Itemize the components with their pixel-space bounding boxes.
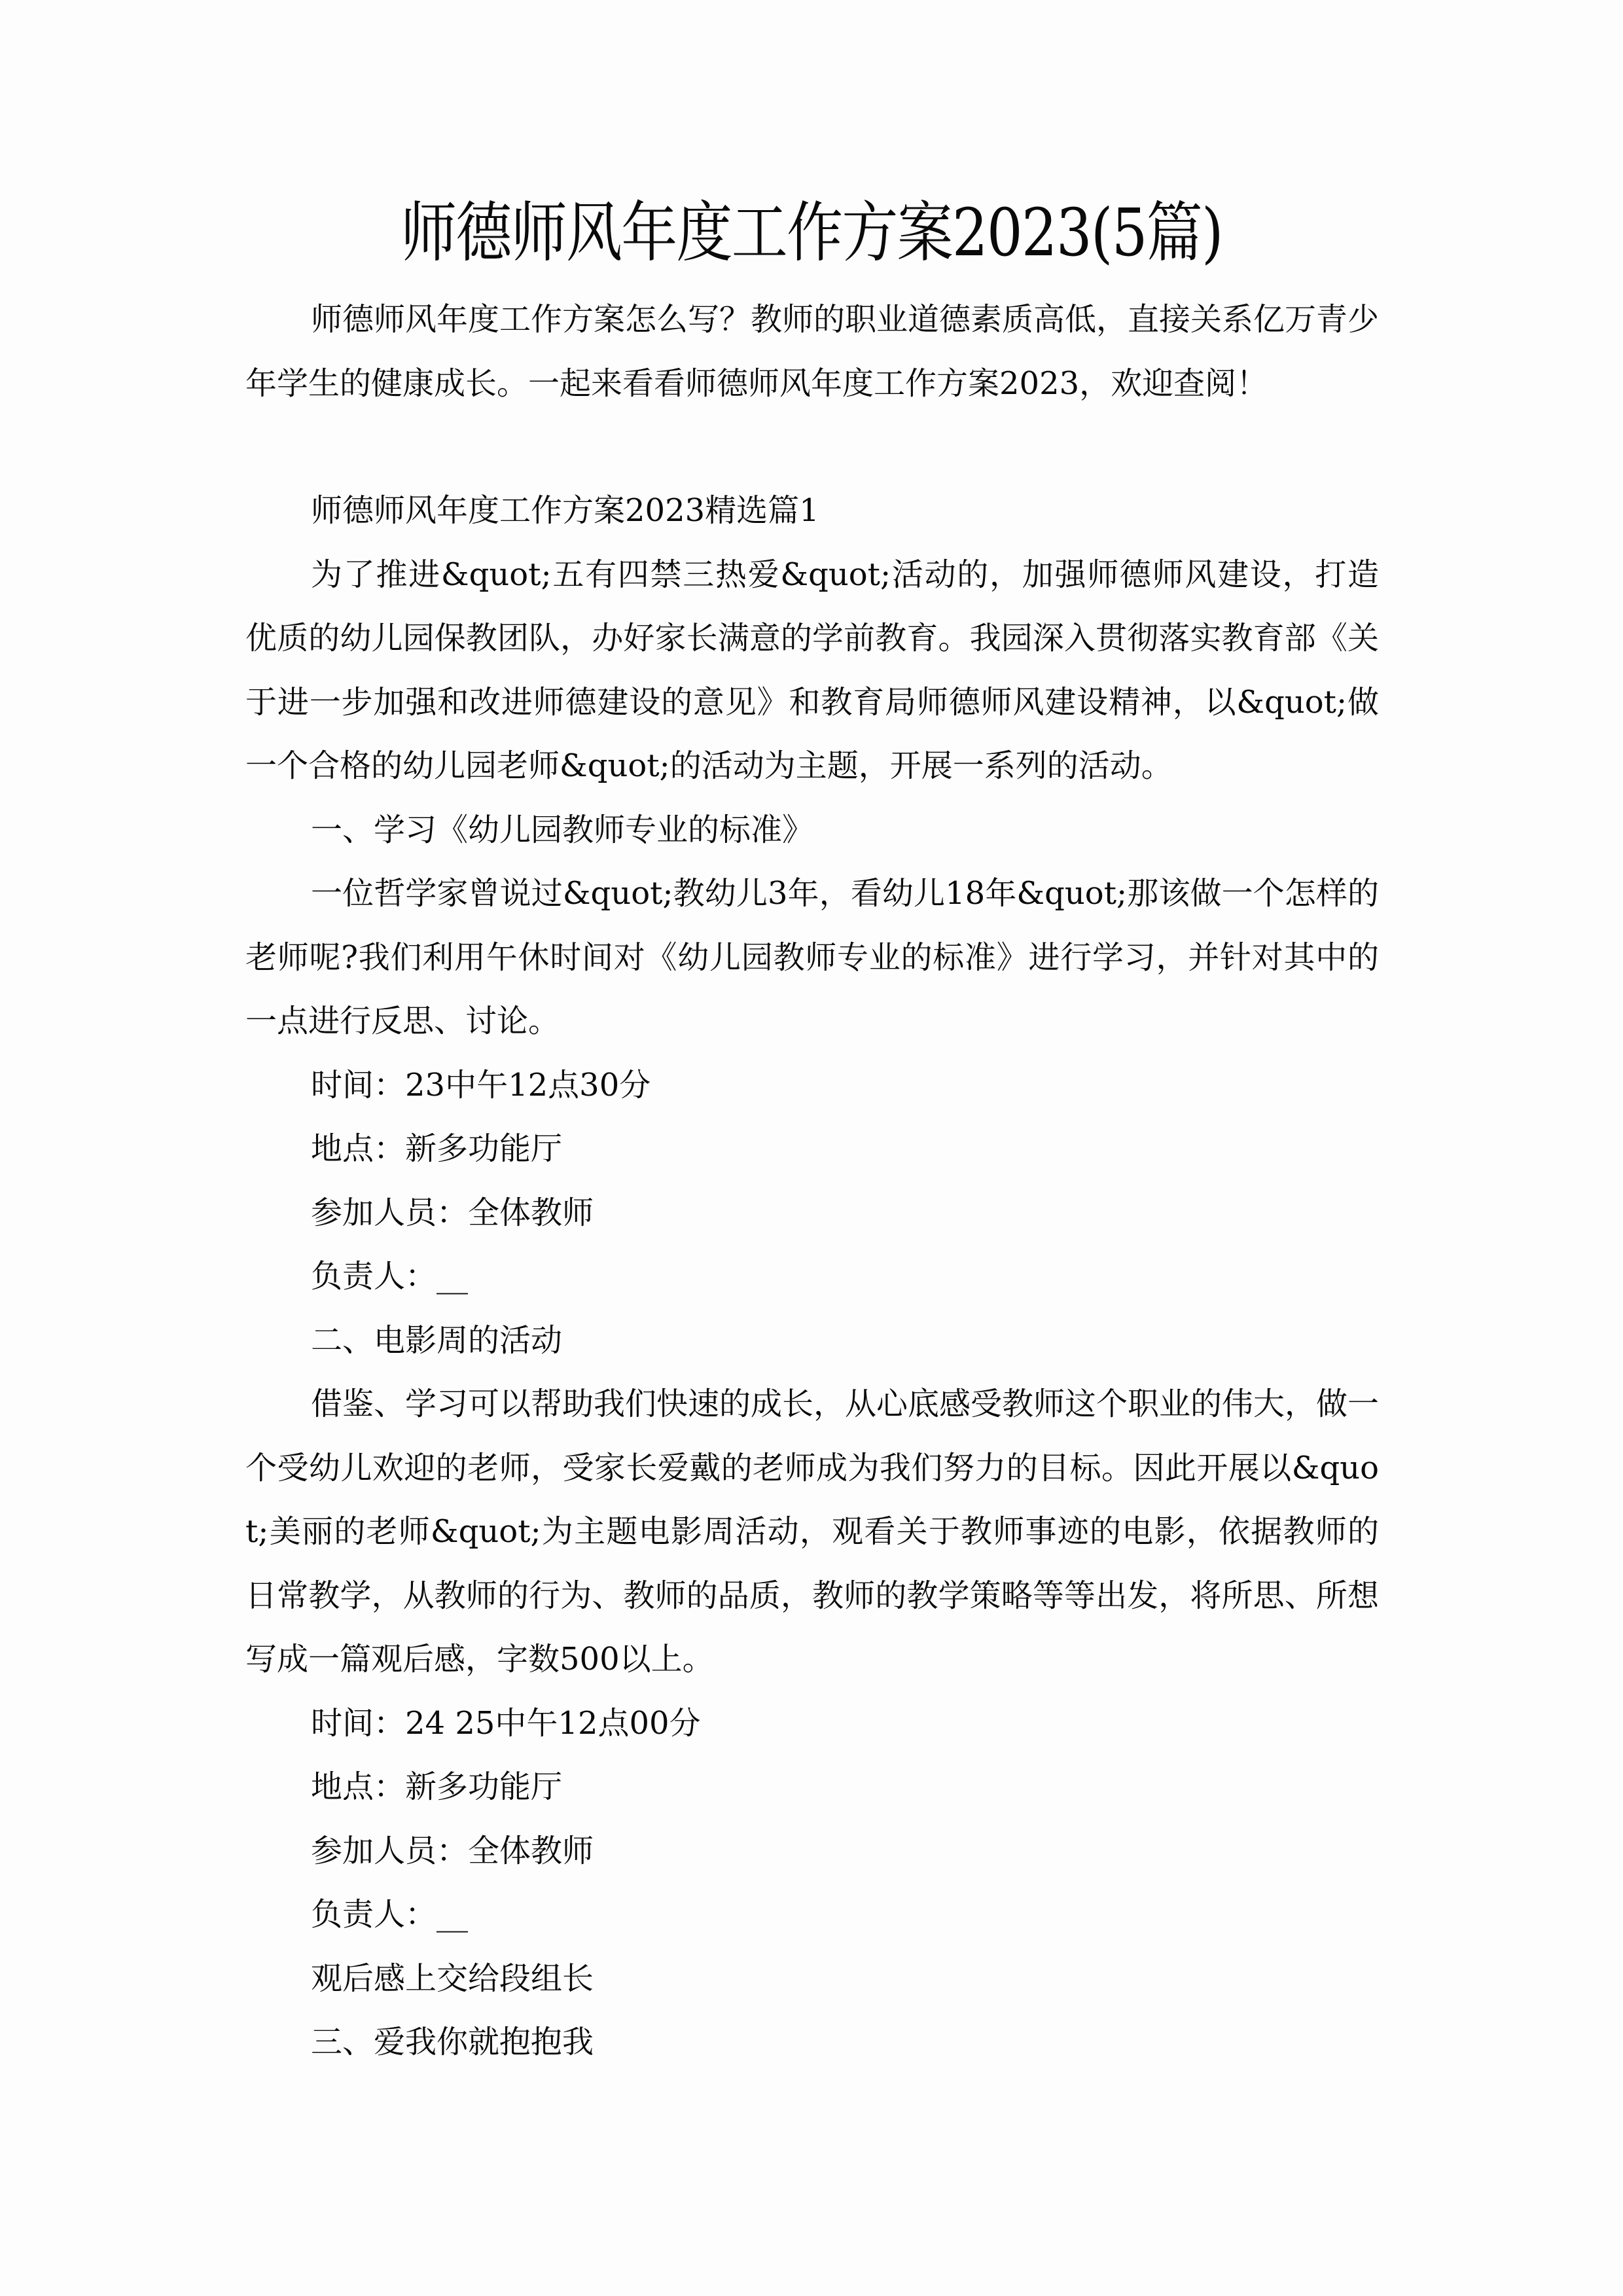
part1-place: 地点：新多功能厅 [311, 1130, 563, 1167]
spacer [245, 416, 1379, 479]
part2-person-in-charge: 负责人：__ [311, 1896, 469, 1933]
part2-body: 借鉴、学习可以帮助我们快速的成长，从心底感受教师这个职业的伟大，做一个受幼儿欢迎的老师，受家长爱戴的老师成为我们努力的目标。因此开展以&quot;美丽的老师&quot;为主题电影周活动，观看关于教师事迹的电影，依据教师的日常教学，从教师的行为、教师的品质，教师的教学策略等等出发，将所思、所想写成一篇观后感，字数500以上。 [245, 1386, 1380, 1677]
part1-person-in-charge: 负责人：__ [311, 1258, 469, 1295]
part1-time: 时间：23中午12点30分 [311, 1066, 651, 1103]
part2-note: 观后感上交给段组长 [311, 1960, 594, 1997]
part2-time: 时间：24 25中午12点00分 [311, 1704, 701, 1742]
part2-place: 地点：新多功能厅 [311, 1768, 563, 1805]
part1-participants: 参加人员：全体教师 [311, 1194, 594, 1231]
part3-heading: 三、爱我你就抱抱我 [311, 2024, 594, 2060]
part2-heading: 二、电影周的活动 [311, 1321, 563, 1359]
part1-heading: 一、学习《幼儿园教师专业的标准》 [311, 811, 814, 848]
part2-participants: 参加人员：全体教师 [311, 1832, 594, 1869]
section-heading: 师德师风年度工作方案2023精选篇1 [311, 492, 819, 529]
intro-paragraph: 师德师风年度工作方案怎么写？教师的职业道德素质高低，直接关系亿万青少年学生的健康成长。一起来看看师德师风年度工作方案2023，欢迎查阅！ [245, 301, 1380, 402]
part1-body: 一位哲学家曾说过&quot;教幼儿3年，看幼儿18年&quot;那该做一个怎样的老师呢?我们利用午休时间对《幼儿园教师专业的标准》进行学习，并针对其中的一点进行反思、讨论。 [245, 875, 1379, 1039]
document-body [245, 288, 1379, 2075]
document-title: 师德师风年度工作方案2023(5篇) [401, 194, 1222, 271]
section-intro-paragraph: 为了推进&quot;五有四禁三热爱&quot;活动的，加强师德师风建设，打造优质的幼儿园保教团队，办好家长满意的学前教育。我园深入贯彻落实教育部《关于进一步加强和改进师德建设的意见》和教育局师德师风建设精神，以&quot;做一个合格的幼儿园老师&quot;的活动为主题，开展一系列的活动。 [245, 556, 1379, 784]
